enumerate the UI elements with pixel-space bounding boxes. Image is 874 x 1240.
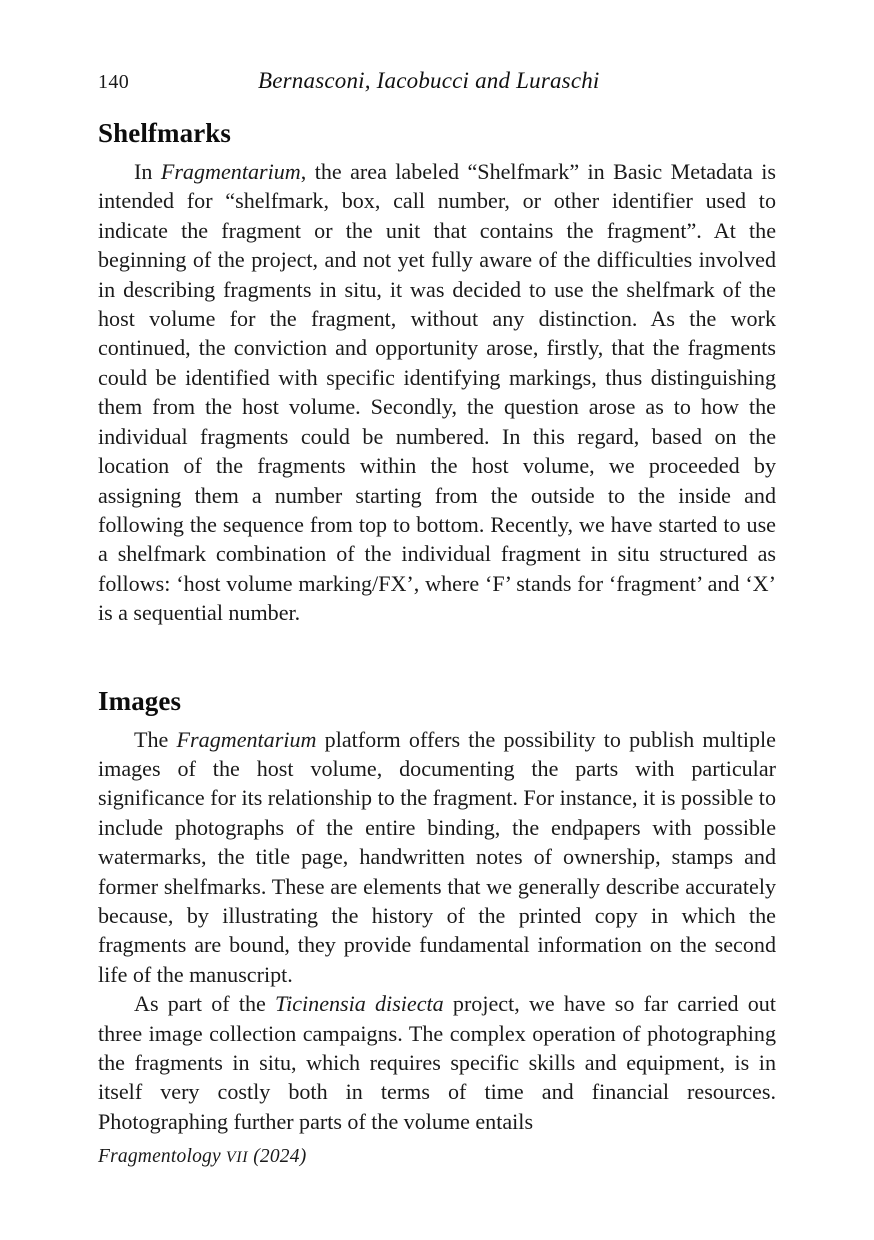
section-heading-images: Images [98, 685, 182, 716]
text-run: , the area labeled “Shelfmark” in Basic Metadata is intended for “shelfmark, box, call number, or other identifier used to indicate the fragment or the unit that contains the fragment”. At the beginning of the project, and not yet fully aware of the difficulties involved in describing fragments in situ, it was decided to use the shelfmark of the host volume for the fragment, without any distinction. As the work continued, the conviction and opportunity arose, firstly, that the fragments could be identified with specific identifying markings, thus distinguishing them from the host volume. Secondly, the question arose as to how the individual fragments could be numbered. In this regard, based on the location of the fragments within the host volume, we proceeded by assigning them a number starting from the outside to the inside and following the sequence from top to bottom. Recently, we have started to use a shelfmark combination of the individual fragment in situ structured as follows: ‘host volume marking/FX’, where ‘F’ stands for ‘fragment’ and ‘X’ is a sequential number. [98, 159, 776, 626]
main-text-block [98, 118, 776, 1136]
italic-term: Ticinensia disiecta [275, 991, 444, 1017]
text-run: project, we have so far carried out three image collection campaigns. The complex operation of photographing the fragments in situ, which requires specific skills and equipment, is in itself very costly both in terms of time and financial resources. Photographing further parts of the volume entails [98, 991, 776, 1134]
running-header-authors: Bernasconi, Iacobucci and Luraschi [258, 68, 600, 93]
text-run: As part of the [134, 991, 275, 1017]
running-header [98, 68, 776, 98]
text-run: platform offers the possibility to publish multiple images of the host volume, documenting the parts with particular significance for its relationship to the fragment. For instance, it is possible to include photographs of the entire binding, the endpapers with possible watermarks, the title page, handwritten notes of ownership, stamps and former shelfmarks. These are elements that we generally describe accurately because, by illustrating the history of the printed copy in which the fragments are bound, they provide fundamental information on the second life of the manuscript. [98, 726, 776, 987]
footer-journal-name: Fragmentology [98, 1146, 221, 1167]
text-run: In [134, 159, 161, 185]
italic-term: Fragmentarium [176, 726, 317, 752]
paragraph-images-1 [98, 725, 776, 990]
italic-term: Fragmentarium [160, 159, 301, 185]
paragraph-images-2 [98, 989, 776, 1136]
footer-citation [98, 1146, 306, 1167]
text-run: The [134, 726, 177, 752]
page-number: 140 [98, 71, 130, 93]
page-footer [98, 1146, 776, 1168]
footer-volume: VII [225, 1149, 249, 1166]
section-heading-shelfmarks: Shelfmarks [98, 118, 232, 148]
paragraph-shelfmarks-1 [98, 157, 776, 628]
footer-year: (2024) [253, 1146, 307, 1167]
